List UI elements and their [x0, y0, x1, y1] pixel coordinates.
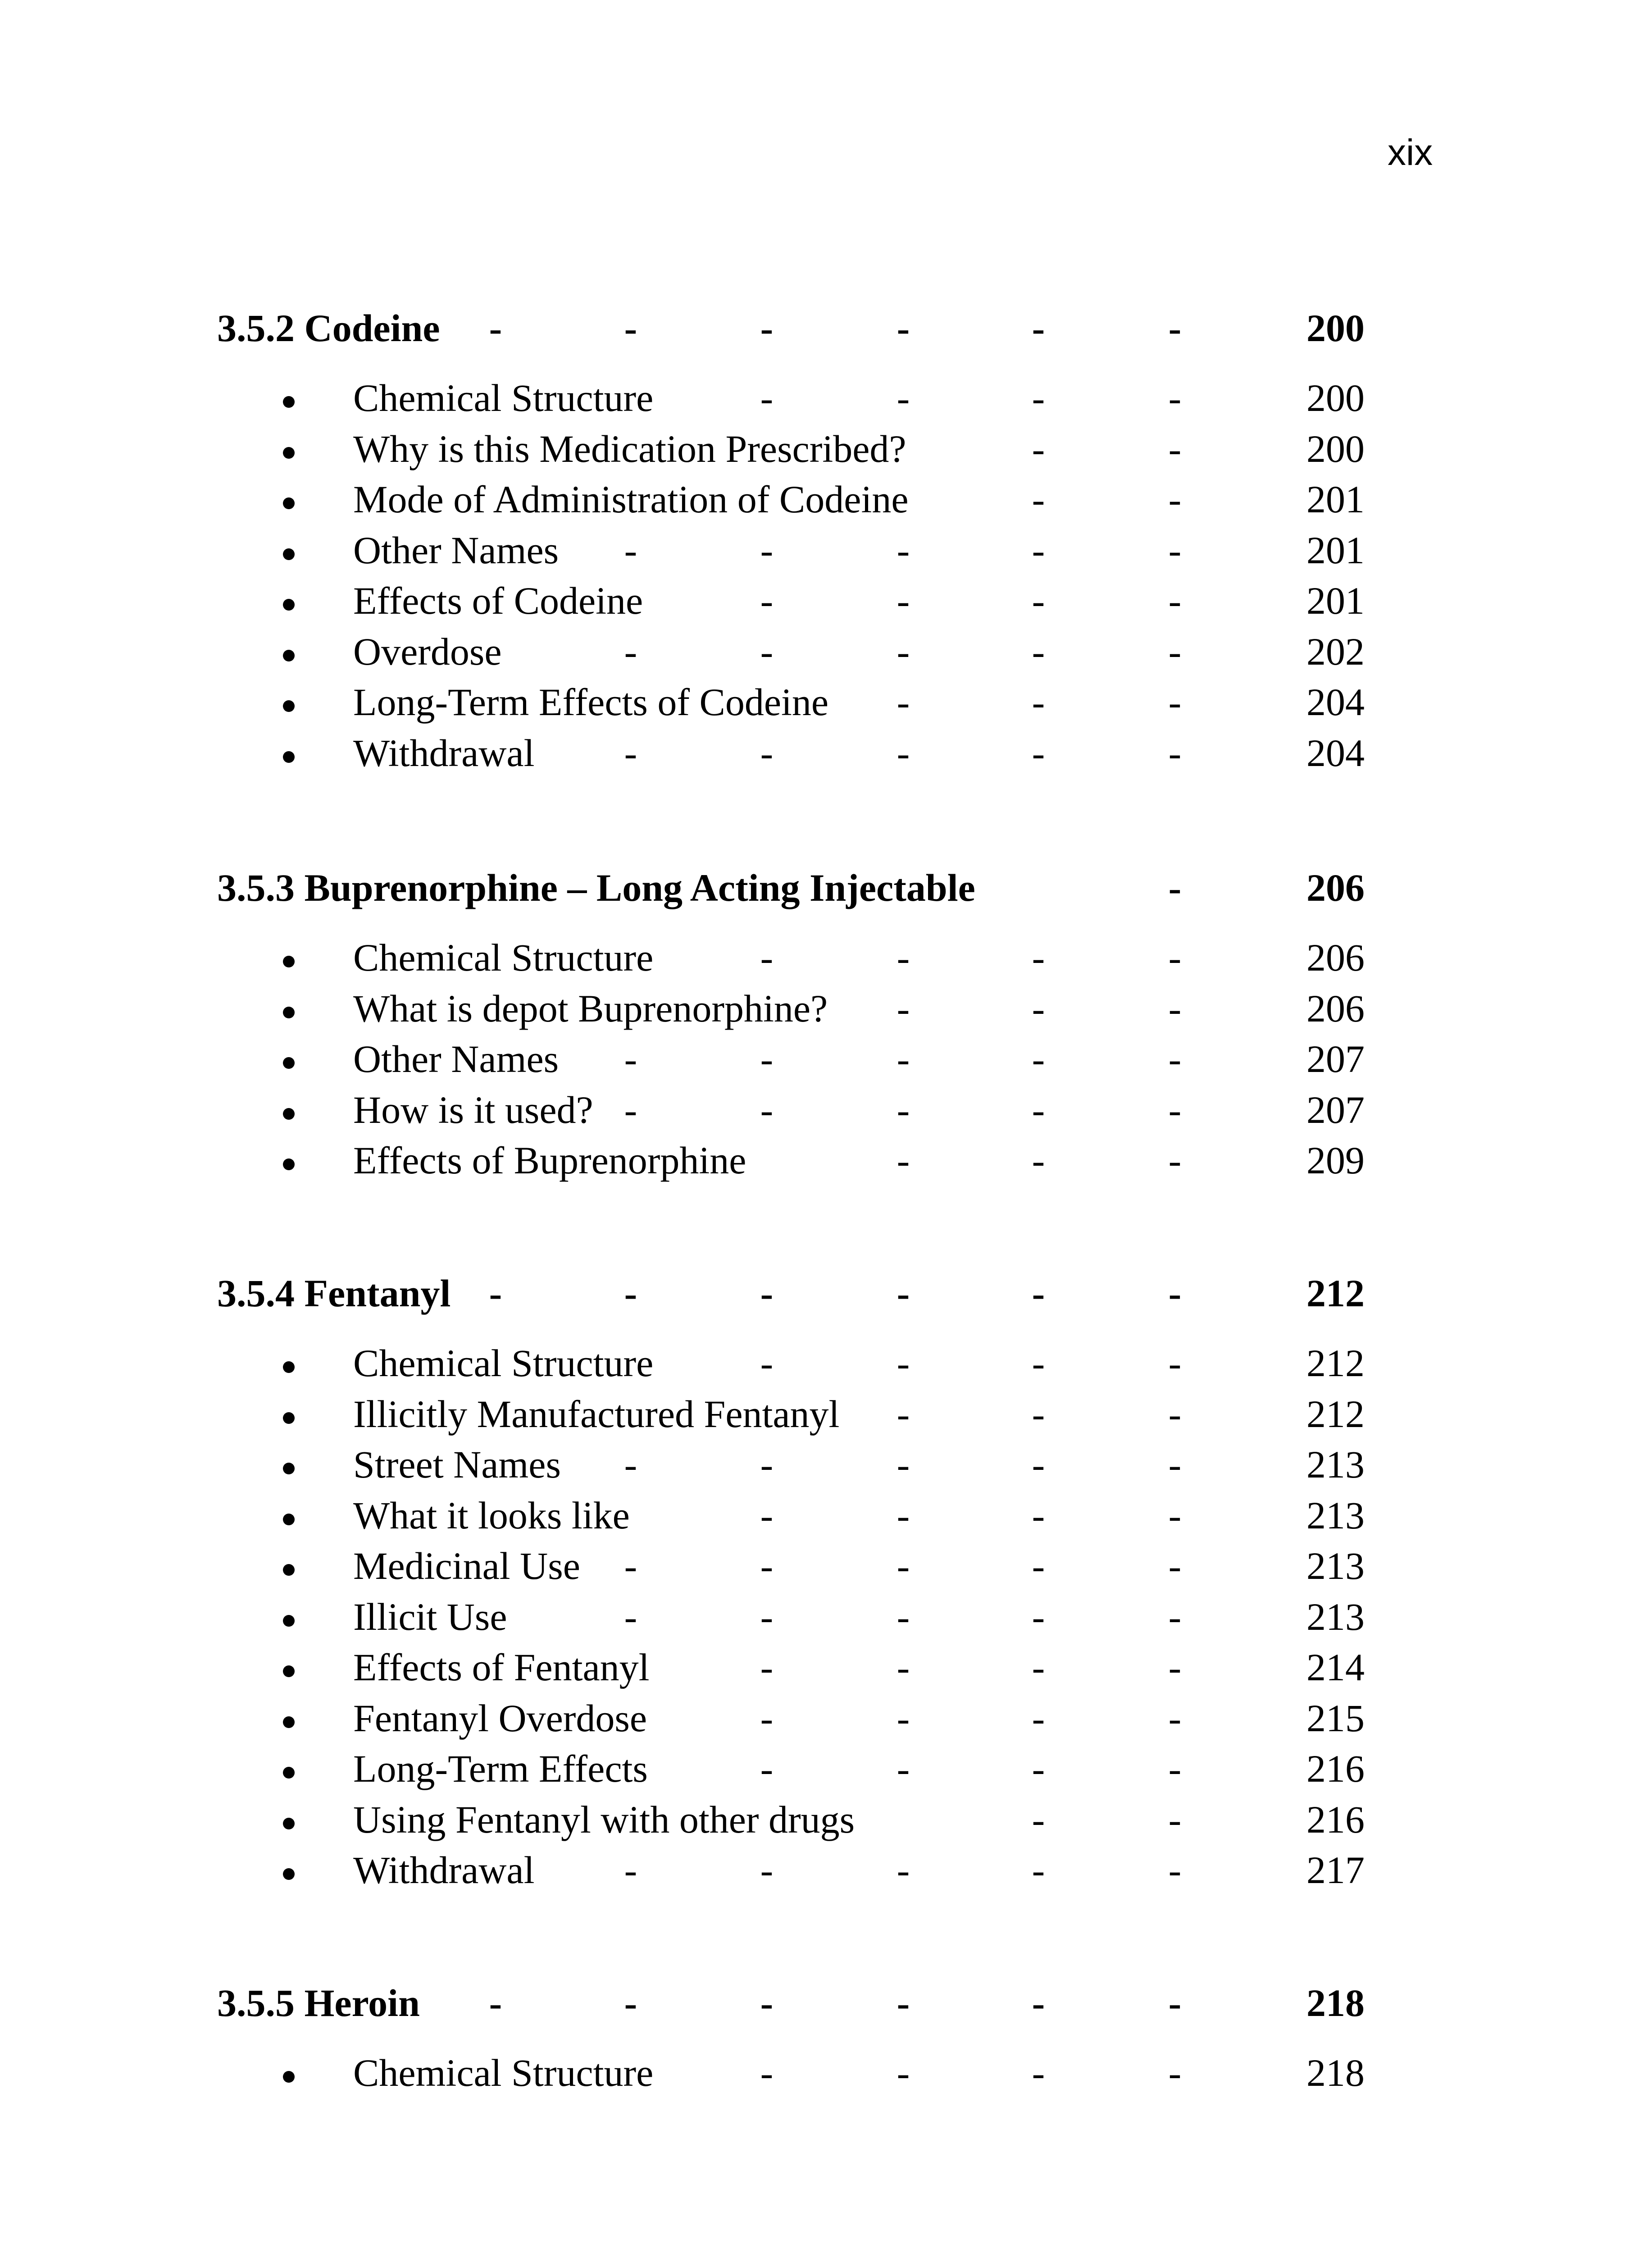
leader-dash: - — [1032, 1037, 1045, 1081]
toc-entry[interactable] — [0, 726, 1652, 780]
entry-title: Illicitly Manufactured Fentanyl — [353, 1392, 840, 1436]
toc-entry[interactable] — [0, 1843, 1652, 1897]
leader-dash: - — [489, 306, 502, 350]
leader-dash: - — [1032, 528, 1045, 572]
toc-entry[interactable] — [0, 1488, 1652, 1542]
leader-dash: - — [1032, 1595, 1045, 1638]
leader-dash: - — [760, 579, 774, 622]
leader-dash: - — [1032, 1272, 1045, 1315]
leader-dash: - — [897, 306, 910, 350]
page-ref: 209 — [1306, 1139, 1365, 1182]
page-ref: 216 — [1306, 1747, 1365, 1790]
entry-title: Overdose — [353, 629, 502, 673]
toc-entry[interactable] — [0, 1792, 1652, 1847]
leader-dash: - — [760, 2051, 774, 2094]
leader-dash: - — [760, 731, 774, 775]
toc-entry[interactable] — [0, 1590, 1652, 1644]
page-ref: 212 — [1306, 1272, 1365, 1315]
bullet-icon — [283, 1792, 295, 1847]
leader-dash: - — [1168, 478, 1182, 521]
leader-dash: - — [897, 680, 910, 724]
leader-dash: - — [624, 1981, 637, 2025]
entry-title: Chemical Structure — [353, 936, 654, 979]
page-ref: 200 — [1306, 306, 1365, 350]
page-ref: 201 — [1306, 579, 1365, 622]
leader-dash: - — [760, 306, 774, 350]
page-ref: 204 — [1306, 731, 1365, 775]
entry-title: Effects of Buprenorphine — [353, 1139, 746, 1182]
leader-dash: - — [897, 376, 910, 420]
bullet-icon — [283, 1843, 295, 1897]
leader-dash: - — [624, 1088, 637, 1131]
bullet-icon — [283, 472, 295, 526]
leader-dash: - — [1032, 1088, 1045, 1131]
leader-dash: - — [1168, 528, 1182, 572]
leader-dash: - — [1032, 1139, 1045, 1182]
bullet-icon — [283, 1032, 295, 1086]
toc-entry[interactable] — [0, 675, 1652, 729]
leader-dash: - — [760, 376, 774, 420]
leader-dash: - — [1032, 1981, 1045, 2025]
leader-dash: - — [897, 731, 910, 775]
leader-dash: - — [1168, 1037, 1182, 1081]
leader-dash: - — [1168, 1392, 1182, 1436]
leader-dash: - — [897, 1037, 910, 1081]
leader-dash: - — [1168, 1139, 1182, 1182]
entry-title: Mode of Administration of Codeine — [353, 478, 909, 521]
toc-entry[interactable] — [0, 1032, 1652, 1086]
bullet-icon — [283, 930, 295, 985]
leader-dash: - — [760, 1088, 774, 1131]
leader-dash: - — [1168, 629, 1182, 673]
entry-title: Long-Term Effects — [353, 1747, 648, 1790]
bullet-icon — [283, 371, 295, 425]
leader-dash: - — [897, 1341, 910, 1385]
leader-dash: - — [1168, 1696, 1182, 1740]
page-ref: 213 — [1306, 1544, 1365, 1587]
leader-dash: - — [897, 2051, 910, 2094]
leader-dash: - — [1032, 1696, 1045, 1740]
leader-dash: - — [760, 1646, 774, 1689]
entry-title: Long-Term Effects of Codeine — [353, 680, 829, 724]
entry-title: How is it used? — [353, 1088, 593, 1131]
page-ref: 213 — [1306, 1443, 1365, 1486]
leader-dash: - — [1168, 936, 1182, 979]
toc-entry[interactable] — [0, 1640, 1652, 1694]
page-ref: 202 — [1306, 629, 1365, 673]
page-ref: 206 — [1306, 866, 1365, 909]
leader-dash: - — [1032, 376, 1045, 420]
leader-dash: - — [1168, 1443, 1182, 1486]
leader-dash: - — [897, 1493, 910, 1537]
leader-dash: - — [1032, 579, 1045, 622]
leader-dash: - — [760, 1341, 774, 1385]
entry-title: Illicit Use — [353, 1595, 507, 1638]
leader-dash: - — [1168, 986, 1182, 1030]
toc-entry[interactable] — [0, 422, 1652, 476]
leader-dash: - — [624, 528, 637, 572]
leader-dash: - — [897, 528, 910, 572]
entry-title: Chemical Structure — [353, 376, 654, 420]
leader-dash: - — [897, 1544, 910, 1587]
leader-dash: - — [897, 579, 910, 622]
leader-dash: - — [1032, 1443, 1045, 1486]
page-ref: 218 — [1306, 2051, 1365, 2094]
bullet-icon — [283, 422, 295, 476]
bullet-icon — [283, 1437, 295, 1491]
toc-entry[interactable] — [0, 1336, 1652, 1390]
toc-entry[interactable] — [0, 2046, 1652, 2100]
leader-dash: - — [624, 306, 637, 350]
entry-title: Medicinal Use — [353, 1544, 580, 1587]
leader-dash: - — [897, 1848, 910, 1892]
leader-dash: - — [1032, 306, 1045, 350]
page-ref: 204 — [1306, 680, 1365, 724]
bullet-icon — [283, 726, 295, 780]
leader-dash: - — [760, 528, 774, 572]
bullet-icon — [283, 1387, 295, 1441]
toc-entry[interactable] — [0, 1133, 1652, 1187]
toc-entry[interactable] — [0, 472, 1652, 526]
leader-dash: - — [624, 629, 637, 673]
leader-dash: - — [1168, 1848, 1182, 1892]
section-title: 3.5.2 Codeine — [217, 306, 440, 350]
entry-title: Chemical Structure — [353, 1341, 654, 1385]
leader-dash: - — [897, 1272, 910, 1315]
page-ref: 212 — [1306, 1392, 1365, 1436]
leader-dash: - — [1032, 478, 1045, 521]
leader-dash: - — [760, 1848, 774, 1892]
leader-dash: - — [760, 1981, 774, 2025]
leader-dash: - — [624, 1544, 637, 1587]
leader-dash: - — [897, 1088, 910, 1131]
entry-title: Withdrawal — [353, 1848, 535, 1892]
leader-dash: - — [760, 1037, 774, 1081]
leader-dash: - — [1168, 1646, 1182, 1689]
leader-dash: - — [760, 1544, 774, 1587]
entry-title: What is depot Buprenorphine? — [353, 986, 828, 1030]
leader-dash: - — [1168, 1493, 1182, 1537]
page-ref: 218 — [1306, 1981, 1365, 2025]
leader-dash: - — [1168, 731, 1182, 775]
entry-title: Withdrawal — [353, 731, 535, 775]
toc-section-heading[interactable] — [0, 1266, 1652, 1320]
leader-dash: - — [1168, 2051, 1182, 2094]
leader-dash: - — [1168, 1341, 1182, 1385]
leader-dash: - — [1032, 629, 1045, 673]
leader-dash: - — [1032, 680, 1045, 724]
leader-dash: - — [1032, 986, 1045, 1030]
toc-section-heading[interactable] — [0, 1976, 1652, 2030]
leader-dash: - — [1032, 1493, 1045, 1537]
leader-dash: - — [1032, 1544, 1045, 1587]
leader-dash: - — [624, 1848, 637, 1892]
leader-dash: - — [489, 1272, 502, 1315]
toc-entry[interactable] — [0, 1437, 1652, 1491]
page-ref: 217 — [1306, 1848, 1365, 1892]
leader-dash: - — [1168, 1544, 1182, 1587]
leader-dash: - — [760, 1443, 774, 1486]
leader-dash: - — [1032, 427, 1045, 470]
leader-dash: - — [897, 1646, 910, 1689]
leader-dash: - — [1168, 1981, 1182, 2025]
toc-entry[interactable] — [0, 1691, 1652, 1745]
leader-dash: - — [897, 1139, 910, 1182]
page-ref: 213 — [1306, 1493, 1365, 1537]
page-number: xix — [1388, 132, 1433, 173]
leader-dash: - — [897, 1595, 910, 1638]
bullet-icon — [283, 1133, 295, 1187]
toc-entry[interactable] — [0, 371, 1652, 425]
leader-dash: - — [1032, 1341, 1045, 1385]
toc-entry[interactable] — [0, 1742, 1652, 1796]
leader-dash: - — [897, 1443, 910, 1486]
section-title: 3.5.4 Fentanyl — [217, 1272, 451, 1315]
entry-title: Street Names — [353, 1443, 561, 1486]
leader-dash: - — [624, 1595, 637, 1638]
leader-dash: - — [1168, 1088, 1182, 1131]
leader-dash: - — [1168, 306, 1182, 350]
leader-dash: - — [760, 1747, 774, 1790]
leader-dash: - — [897, 1392, 910, 1436]
leader-dash: - — [897, 1747, 910, 1790]
page-ref: 207 — [1306, 1037, 1365, 1081]
toc-entry[interactable] — [0, 1539, 1652, 1593]
section-title: 3.5.5 Heroin — [217, 1981, 420, 2025]
leader-dash: - — [1168, 376, 1182, 420]
page-ref: 201 — [1306, 528, 1365, 572]
bullet-icon — [283, 1590, 295, 1644]
bullet-icon — [283, 1640, 295, 1694]
section-title: 3.5.3 Buprenorphine – Long Acting Injectable — [217, 866, 975, 909]
leader-dash: - — [897, 986, 910, 1030]
leader-dash: - — [1168, 866, 1182, 909]
toc-section-heading[interactable] — [0, 301, 1652, 355]
entry-title: Effects of Codeine — [353, 579, 643, 622]
page-ref: 215 — [1306, 1696, 1365, 1740]
bullet-icon — [283, 1083, 295, 1137]
leader-dash: - — [1168, 579, 1182, 622]
leader-dash: - — [1168, 1595, 1182, 1638]
page-ref: 207 — [1306, 1088, 1365, 1131]
toc-entry[interactable] — [0, 981, 1652, 1035]
entry-title: Other Names — [353, 528, 559, 572]
page-ref: 216 — [1306, 1797, 1365, 1841]
page-ref: 200 — [1306, 427, 1365, 470]
leader-dash: - — [1168, 1747, 1182, 1790]
toc-entry[interactable] — [0, 1083, 1652, 1137]
leader-dash: - — [1168, 680, 1182, 724]
entry-title: Effects of Fentanyl — [353, 1646, 650, 1689]
leader-dash: - — [489, 1981, 502, 2025]
leader-dash: - — [624, 1443, 637, 1486]
toc-section-heading[interactable] — [0, 861, 1652, 915]
bullet-icon — [283, 981, 295, 1035]
leader-dash: - — [1168, 1797, 1182, 1841]
entry-title: Using Fentanyl with other drugs — [353, 1797, 855, 1841]
leader-dash: - — [1032, 936, 1045, 979]
bullet-icon — [283, 523, 295, 577]
leader-dash: - — [1032, 1747, 1045, 1790]
leader-dash: - — [760, 1696, 774, 1740]
toc-entry[interactable] — [0, 930, 1652, 985]
leader-dash: - — [1032, 1797, 1045, 1841]
toc-entry[interactable] — [0, 625, 1652, 679]
leader-dash: - — [1032, 1646, 1045, 1689]
entry-title: Chemical Structure — [353, 2051, 654, 2094]
toc-entry[interactable] — [0, 523, 1652, 577]
leader-dash: - — [1168, 1272, 1182, 1315]
bullet-icon — [283, 675, 295, 729]
page-ref: 212 — [1306, 1341, 1365, 1385]
leader-dash: - — [1032, 2051, 1045, 2094]
entry-title: Other Names — [353, 1037, 559, 1081]
leader-dash: - — [1168, 427, 1182, 470]
leader-dash: - — [1032, 731, 1045, 775]
bullet-icon — [283, 574, 295, 628]
leader-dash: - — [624, 731, 637, 775]
bullet-icon — [283, 1691, 295, 1745]
page-ref: 201 — [1306, 478, 1365, 521]
page-ref: 213 — [1306, 1595, 1365, 1638]
entry-title: Fentanyl Overdose — [353, 1696, 647, 1740]
leader-dash: - — [760, 1595, 774, 1638]
leader-dash: - — [897, 1981, 910, 2025]
page-ref: 214 — [1306, 1646, 1365, 1689]
entry-title: What it looks like — [353, 1493, 630, 1537]
leader-dash: - — [624, 1037, 637, 1081]
entry-title: Why is this Medication Prescribed? — [353, 427, 906, 470]
leader-dash: - — [624, 1272, 637, 1315]
bullet-icon — [283, 625, 295, 679]
toc-entry[interactable] — [0, 1387, 1652, 1441]
toc-entry[interactable] — [0, 574, 1652, 628]
leader-dash: - — [897, 629, 910, 673]
page-ref: 200 — [1306, 376, 1365, 420]
page-ref: 206 — [1306, 936, 1365, 979]
bullet-icon — [283, 1539, 295, 1593]
page-ref: 206 — [1306, 986, 1365, 1030]
bullet-icon — [283, 1336, 295, 1390]
bullet-icon — [283, 1488, 295, 1542]
leader-dash: - — [1032, 1848, 1045, 1892]
bullet-icon — [283, 2046, 295, 2100]
leader-dash: - — [897, 1696, 910, 1740]
leader-dash: - — [760, 1493, 774, 1537]
leader-dash: - — [760, 1272, 774, 1315]
leader-dash: - — [1032, 1392, 1045, 1436]
bullet-icon — [283, 1742, 295, 1796]
leader-dash: - — [760, 936, 774, 979]
leader-dash: - — [897, 936, 910, 979]
leader-dash: - — [760, 629, 774, 673]
